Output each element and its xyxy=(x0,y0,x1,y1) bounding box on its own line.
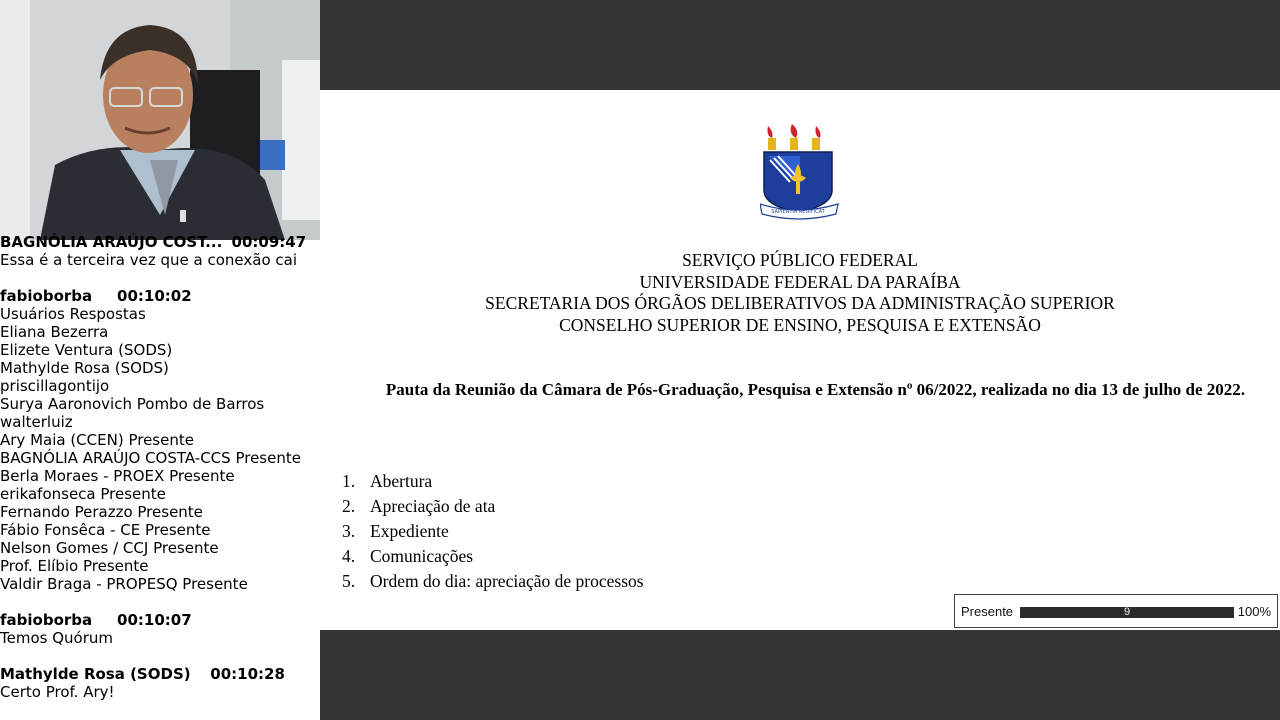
chat-author: Mathylde Rosa (SODS) xyxy=(0,665,191,683)
agenda-item xyxy=(342,544,644,569)
agenda-list xyxy=(342,469,644,594)
agenda-number: 4. xyxy=(342,546,356,566)
poll-result-bar xyxy=(1020,607,1234,618)
chat-line: BAGNÓLIA ARAÚJO COSTA-CCS Presente xyxy=(0,449,301,467)
chat-panel[interactable] xyxy=(0,233,320,720)
agenda-item xyxy=(342,469,644,494)
chat-line: priscillagontijo xyxy=(0,377,110,395)
chat-message-header xyxy=(0,287,320,305)
poll-option-label: Presente xyxy=(961,604,1014,619)
chat-line: Fernando Perazzo Presente xyxy=(0,503,203,521)
agenda-text: Ordem do dia: apreciação de processos xyxy=(370,571,644,591)
chat-line: erikafonseca Presente xyxy=(0,485,166,503)
agenda-number: 1. xyxy=(342,471,356,491)
chat-line: Prof. Elíbio Presente xyxy=(0,557,149,575)
left-panel xyxy=(0,0,320,720)
agenda-item xyxy=(342,569,644,594)
chat-line: Essa é a terceira vez que a conexão cai xyxy=(0,251,297,269)
header-line: SERVIÇO PÚBLICO FEDERAL xyxy=(682,250,918,270)
chat-author: fabioborba xyxy=(0,611,93,629)
chat-line: Eliana Bezerra xyxy=(0,323,109,341)
agenda-text: Abertura xyxy=(370,471,433,491)
chat-line: Berla Moraes - PROEX Presente xyxy=(0,467,235,485)
chat-line: Certo Prof. Ary! xyxy=(0,683,115,701)
agenda-number: 5. xyxy=(342,571,356,591)
agenda-number: 3. xyxy=(342,521,356,541)
chat-author: fabioborba xyxy=(0,287,93,305)
institution-header xyxy=(320,250,1280,336)
webcam-feed-image xyxy=(0,0,320,240)
chat-line: Usuários Respostas xyxy=(0,305,146,323)
chat-line: Fábio Fonsêca - CE Presente xyxy=(0,521,211,539)
chat-message-header xyxy=(0,665,320,683)
presentation-slide xyxy=(320,90,1280,630)
slide-title: Pauta da Reunião da Câmara de Pós-Graduação, Pesquisa e Extensão nº 06/2022, realizada no dia 13 de julho de 2022. xyxy=(385,380,1246,399)
agenda-text: Comunicações xyxy=(370,546,474,566)
poll-result-widget[interactable] xyxy=(954,594,1278,628)
chat-line: Elizete Ventura (SODS) xyxy=(0,341,173,359)
header-line: CONSELHO SUPERIOR DE ENSINO, PESQUISA E EXTENSÃO xyxy=(559,314,1041,335)
chat-timestamp: 00:10:07 xyxy=(117,611,192,629)
agenda-item xyxy=(342,519,644,544)
chat-line: walterluiz xyxy=(0,413,73,431)
chat-line: Ary Maia (CCEN) Presente xyxy=(0,431,194,449)
header-line: UNIVERSIDADE FEDERAL DA PARAÍBA xyxy=(639,271,961,292)
agenda-text: Expediente xyxy=(370,521,449,541)
chat-message xyxy=(0,611,320,647)
chat-timestamp: 00:09:47 xyxy=(231,233,307,251)
chat-line: Valdir Braga - PROPESQ Presente xyxy=(0,575,248,593)
poll-percent: 100% xyxy=(1237,604,1271,619)
chat-author: BAGNÓLIA ARAÚJO COST... xyxy=(0,233,223,251)
chat-timestamp: 00:10:28 xyxy=(210,665,285,683)
chat-line: Mathylde Rosa (SODS) xyxy=(0,359,169,377)
chat-message xyxy=(0,287,320,593)
chat-line: Nelson Gomes / CCJ Presente xyxy=(0,539,219,557)
crest-motto: SAPIENTIA AEDIFICAT xyxy=(771,209,825,215)
chat-line: Surya Aaronovich Pombo de Barros xyxy=(0,395,265,413)
ufpb-crest-icon xyxy=(760,124,840,220)
agenda-item xyxy=(342,494,644,519)
webcam-video[interactable] xyxy=(0,0,320,240)
header-line: SECRETARIA DOS ÓRGÃOS DELIBERATIVOS DA ADMINISTRAÇÃO SUPERIOR xyxy=(485,293,1115,313)
poll-vote-count: 9 xyxy=(1123,606,1131,618)
chat-message xyxy=(0,233,320,269)
agenda-number: 2. xyxy=(342,496,356,516)
chat-message xyxy=(0,665,320,701)
chat-message-header xyxy=(0,233,320,251)
chat-line: Temos Quórum xyxy=(0,629,113,647)
chat-timestamp: 00:10:02 xyxy=(117,287,192,305)
chat-message-header xyxy=(0,611,320,629)
agenda-text: Apreciação de ata xyxy=(370,496,496,516)
